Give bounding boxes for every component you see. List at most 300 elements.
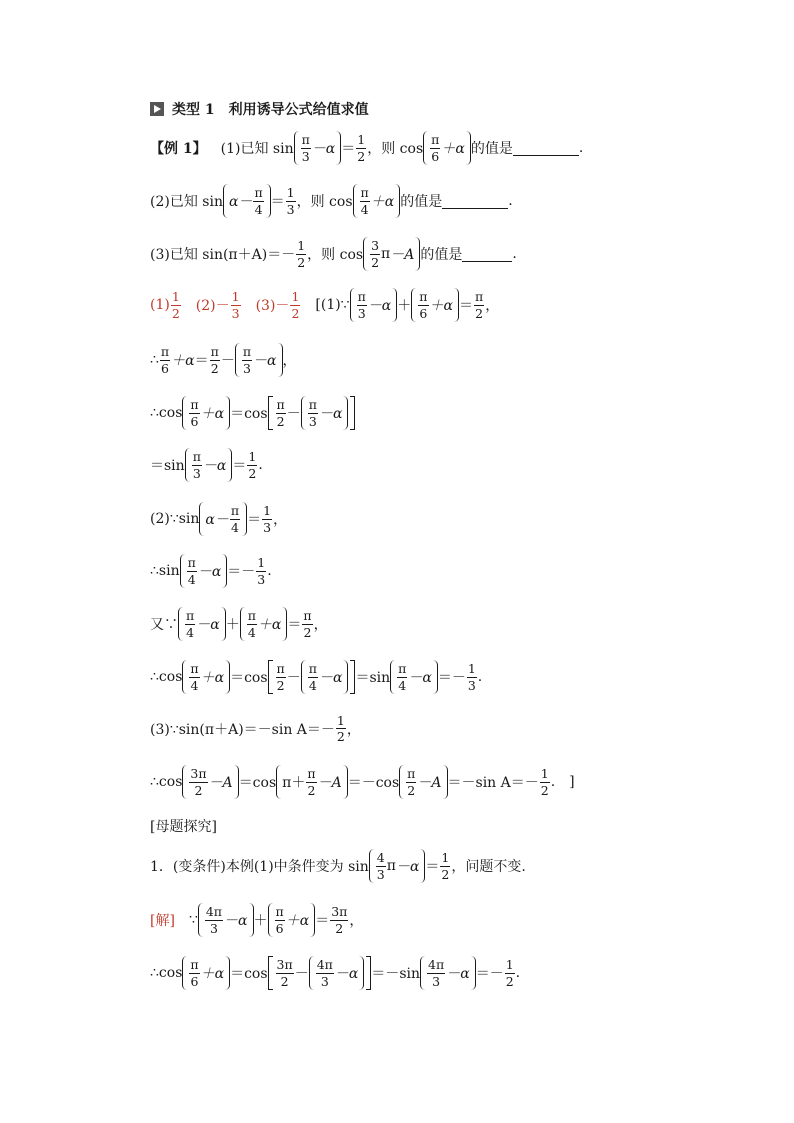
bracket [350,288,355,322]
math-text: 2 [540,782,549,798]
math-text: cos [158,965,183,981]
fraction [370,239,380,268]
math-text: ＝ [315,913,330,929]
math-text: ＋ [225,617,240,633]
bracket-group [423,131,471,165]
answer-blank [462,247,512,262]
fraction [330,905,348,934]
bracket-group [350,288,398,322]
math-text: 4 [360,201,369,217]
math-text: 2 [475,305,484,321]
math-text: ＋α [441,141,465,157]
math-text: 的值是 [470,141,513,157]
math-text: 3 [192,465,201,481]
math-text: ， [349,913,364,929]
bracket-group [399,765,447,799]
math-text: (3)－ [255,298,290,314]
fraction [336,714,346,743]
math-text: 2 [291,305,300,321]
bracket [268,956,273,990]
bracket [199,502,204,536]
fraction [306,767,316,796]
math-text: 1 [441,850,450,866]
math-text: . [477,669,483,685]
bracket-group [268,903,316,937]
math-text: ＋α [200,406,225,422]
math-text: π [431,132,440,148]
math-text: π [186,608,195,624]
bracket-group [182,660,230,694]
math-text: π [407,766,416,782]
fraction [189,398,199,427]
bracket [240,607,245,641]
fraction [302,609,312,638]
fraction [210,345,220,374]
bracket [423,131,428,165]
math-text: 6 [190,973,199,989]
math-text: π [190,957,199,973]
math-text: －α [224,913,248,929]
bracket [178,607,183,641]
example-problem-1 [150,131,583,165]
math-text: π [303,608,312,624]
math-text: π [301,132,310,148]
math-text: ] [569,774,575,790]
fraction [253,186,263,215]
math-text: 4 [398,677,407,693]
math-text: 2 [171,305,180,321]
math-text: ＝－sin [371,966,421,982]
fraction [230,504,240,533]
fraction [301,133,311,162]
math-text: (2)∵sin [150,511,200,527]
math-text: 的值是 [420,247,463,263]
math-text: π [276,661,285,677]
math-text: 3 [263,519,272,535]
math-text: ＝ [232,458,247,474]
fraction [205,905,223,934]
bracket-group [420,956,476,990]
math-text: 3π [190,766,207,782]
math-text: [(1)∵ [315,297,350,313]
math-text: . [515,965,521,981]
math-text: － [286,670,301,686]
math-text: . [508,193,513,209]
math-text: ＝cos [230,670,268,686]
bracket-group [182,765,238,799]
bracket [399,765,404,799]
explore-solution-line-2 [150,956,520,990]
bracket [235,343,240,377]
fraction [262,504,272,533]
math-text: －α [197,564,222,580]
math-text: 3 [308,413,317,429]
math-text: ＝ [341,141,356,157]
math-text: 4 [376,850,385,866]
fraction [505,958,515,987]
math-text: 又∵ [150,617,178,633]
math-text: . [578,140,584,156]
fraction [360,186,370,215]
math-text: 1 [540,766,549,782]
bracket [182,396,187,430]
solution-label: [解] [150,913,175,929]
math-text: 2 [280,973,289,989]
math-text: 2 [297,254,306,270]
math-text: 1 [291,289,300,305]
math-text: 3 [257,571,266,587]
math-text: π＋ [282,775,306,791]
math-text: ＋α [429,298,453,314]
math-text: 4 [308,677,317,693]
math-text: ＋α [200,670,225,686]
math-text: π [210,344,219,360]
bracket-group [223,184,271,218]
math-text: 2 [276,677,285,693]
math-text: (3)∵sin(π＋A)＝－sin A＝－ [150,721,335,738]
math-text: 4π [316,957,333,973]
bracket [185,448,190,482]
math-text: (3)已知 sin(π＋A)＝－ [150,247,296,263]
math-text: － [294,966,309,982]
math-text: α－ [228,194,253,210]
fraction [275,905,285,934]
fraction [376,851,386,880]
bracket [309,956,314,990]
bracket [301,660,306,694]
math-text: π [242,344,252,360]
math-text: －A [390,247,415,263]
bracket [359,956,364,990]
bracket-group [411,288,459,322]
math-text: 6 [419,305,428,321]
bracket [390,660,395,694]
fraction [276,398,286,427]
math-text: 3 [376,866,385,882]
math-text: 2 [336,729,345,745]
math-text: 的值是 [400,194,443,210]
fraction [474,290,484,319]
math-text: ＝cos [230,966,268,982]
explore-solution-line-1 [150,903,363,937]
bracket-group [180,554,228,588]
example-problem-3 [150,237,517,271]
bracket [343,660,348,694]
solution-line-3 [150,396,355,430]
fraction [185,609,195,638]
fraction [316,958,334,987]
bracket [420,956,425,990]
math-text: 6 [431,148,440,164]
math-text: ∵ [188,912,198,928]
math-text: π [254,185,263,201]
math-text: 3 [371,238,380,254]
math-text: ， [313,617,328,633]
math-text: － [220,353,235,369]
bracket [353,184,358,218]
fraction [467,662,477,691]
math-text: －α [311,141,336,157]
math-text: 4 [187,571,196,587]
math-text: 2 [407,782,416,798]
math-text: －α [318,670,343,686]
math-text: π [381,246,391,262]
bracket-group [178,607,226,641]
math-text: π [190,661,199,677]
math-text: ＋α [285,913,310,929]
math-text: 4 [190,677,199,693]
math-text: π [275,904,284,920]
solution-line-6 [150,554,272,588]
bracket [182,765,187,799]
bracket-group [199,502,247,536]
bracket [411,288,416,322]
math-text: 2 [276,413,285,429]
math-text: π [357,289,366,305]
bracket-group [268,660,356,694]
bracket-group [363,237,420,271]
bracket-group [235,343,283,377]
bracket-group [185,448,233,482]
math-text: ，则 cos [367,141,424,157]
math-text: 1 [286,185,295,201]
math-text: 2 [505,973,514,989]
bracket-group [182,956,230,990]
math-text: 3 [320,973,329,989]
solution-line-5 [150,502,287,536]
solution-line-7 [150,607,328,641]
math-text: π [360,185,369,201]
explore-header [150,816,217,836]
math-text: (2)－ [195,298,230,314]
math-text: 2 [303,624,312,640]
math-text: 1 [263,503,272,519]
bracket-group [276,765,348,799]
math-text: π [190,397,199,413]
math-text: ＋ [253,913,268,929]
math-text: 1 [257,555,266,571]
math-text: ＋ [397,298,412,314]
math-text: π [307,766,316,782]
example-label: 【例 1】 [150,141,207,157]
fraction [247,450,257,479]
math-text: (2)已知 sin [150,194,223,210]
fraction [356,133,366,162]
fraction [276,662,286,691]
math-text: ＝－ [227,564,256,580]
math-text: cos [158,405,183,421]
math-text: 4π [428,957,445,973]
bracket [294,131,299,165]
bracket [276,765,281,799]
fraction [430,133,440,162]
math-text: π [160,344,170,360]
fraction [192,450,202,479]
math-text: ＝－ [475,966,504,982]
math-text: 6 [275,920,284,936]
math-text: －A [417,775,442,791]
fraction [256,556,266,585]
bracket-group [268,956,372,990]
solution-line-10 [150,765,575,799]
explore-question-1 [150,849,526,883]
fraction [189,662,199,691]
fraction [440,851,450,880]
fraction [296,239,306,268]
math-text: － [286,406,301,422]
fraction [171,290,181,319]
math-text: ＝－cos [347,775,400,791]
math-text: 1 [357,132,366,148]
math-text: sin [158,563,180,579]
math-text: ∴ [150,774,159,790]
math-text: π [308,661,317,677]
math-text: ∴ [150,563,159,579]
math-text: ， [282,353,297,369]
math-text: 3 [209,920,218,936]
math-text: π [276,397,285,413]
math-text: 2 [248,465,257,481]
math-text: ＝ [247,512,262,528]
fraction [276,958,294,987]
bracket-group [294,131,342,165]
math-text: －α [395,859,420,875]
math-text: ， [273,512,288,528]
math-text: 1 [171,289,180,305]
math-text: 2 [194,782,203,798]
bracket [198,903,203,937]
section-title: 类型 1 利用诱导公式给值求值 [172,102,369,118]
math-text: 4 [247,624,256,640]
fraction [242,345,252,374]
bracket [301,396,306,430]
math-text: 3π [276,957,293,973]
bracket-group [309,956,365,990]
answers-line [150,288,499,322]
math-text: 3 [301,148,310,164]
math-text: －α [318,406,343,422]
math-text: . [512,246,517,262]
answer-blank [513,141,579,156]
math-text: －α [367,298,392,314]
math-text: 2 [307,782,316,798]
math-text: . [550,774,556,790]
math-text: ＝ [287,617,302,633]
math-text: 3 [432,973,441,989]
math-text: ， [485,298,500,314]
math-text: ∴ [150,352,159,368]
bracket-group [390,660,438,694]
math-text: －α [408,670,432,686]
solution-line-2 [150,343,297,377]
fraction [189,958,199,987]
math-text: 1 [467,661,476,677]
math-text: 6 [161,360,169,376]
math-text: ＋α [257,617,282,633]
solution-line-4 [150,448,263,482]
math-text: 2 [357,148,366,164]
math-text: ＝cos [238,775,277,791]
math-text: 2 [371,254,380,270]
fraction [540,767,550,796]
math-text: ∴ [150,405,159,421]
bracket [268,660,273,694]
math-text: π [386,858,396,874]
fraction [231,290,241,319]
math-text: ＝ [194,353,209,369]
bracket [369,849,374,883]
math-text: 3 [286,201,295,217]
bracket [268,396,273,430]
math-text: (1) [150,297,170,313]
math-text: 1．(变条件)本例(1)中条件变为 sin [150,859,369,875]
bracket [180,554,185,588]
math-text: . [267,563,272,579]
math-text: 2 [441,866,450,882]
math-text: 4 [231,519,239,535]
math-text: －A [208,775,233,791]
bracket [350,396,355,430]
example-problem-2 [150,184,513,218]
math-text: ∴ [150,965,159,981]
fraction [406,767,416,796]
answer-blank [442,194,508,209]
play-triangle-icon [150,102,164,116]
math-text: cos [158,669,183,685]
math-text: 1 [336,713,345,728]
math-text: cos [158,774,183,790]
fraction [247,609,257,638]
math-text: －α [196,617,220,633]
bracket-group [198,903,254,937]
fraction [308,398,318,427]
fraction [418,290,428,319]
math-text: ＝－sin A＝－ [447,775,539,791]
math-text: 6 [190,413,199,429]
bracket-group [353,184,401,218]
math-text: ＋α [200,966,225,982]
math-text: －α [202,458,227,474]
fraction [286,186,296,215]
math-text: 3 [231,305,240,321]
math-text: π [187,555,196,571]
math-text: －α [446,966,470,982]
math-text: π [398,661,407,677]
math-text: ， [346,721,361,738]
fraction [427,958,445,987]
math-text: －α [253,353,277,369]
bracket [182,660,187,694]
bracket [268,903,273,937]
math-text: ＋α [370,194,395,210]
bracket-group [182,396,230,430]
math-text: ＝ [270,194,285,210]
math-text: ＝cos [230,406,268,422]
math-text: ＝ [458,298,473,314]
math-text: π [419,289,428,305]
bracket [223,184,228,218]
bracket-group [369,849,426,883]
math-text: ＝sin [355,670,391,686]
math-text: [母题探究] [150,819,217,835]
bracket-group [268,396,356,430]
math-text: ＝－ [437,670,466,686]
fraction [160,345,170,374]
math-text: 3 [467,677,476,693]
math-text: 4π [205,904,223,920]
math-text: ∴ [150,669,159,685]
fraction [397,662,407,691]
